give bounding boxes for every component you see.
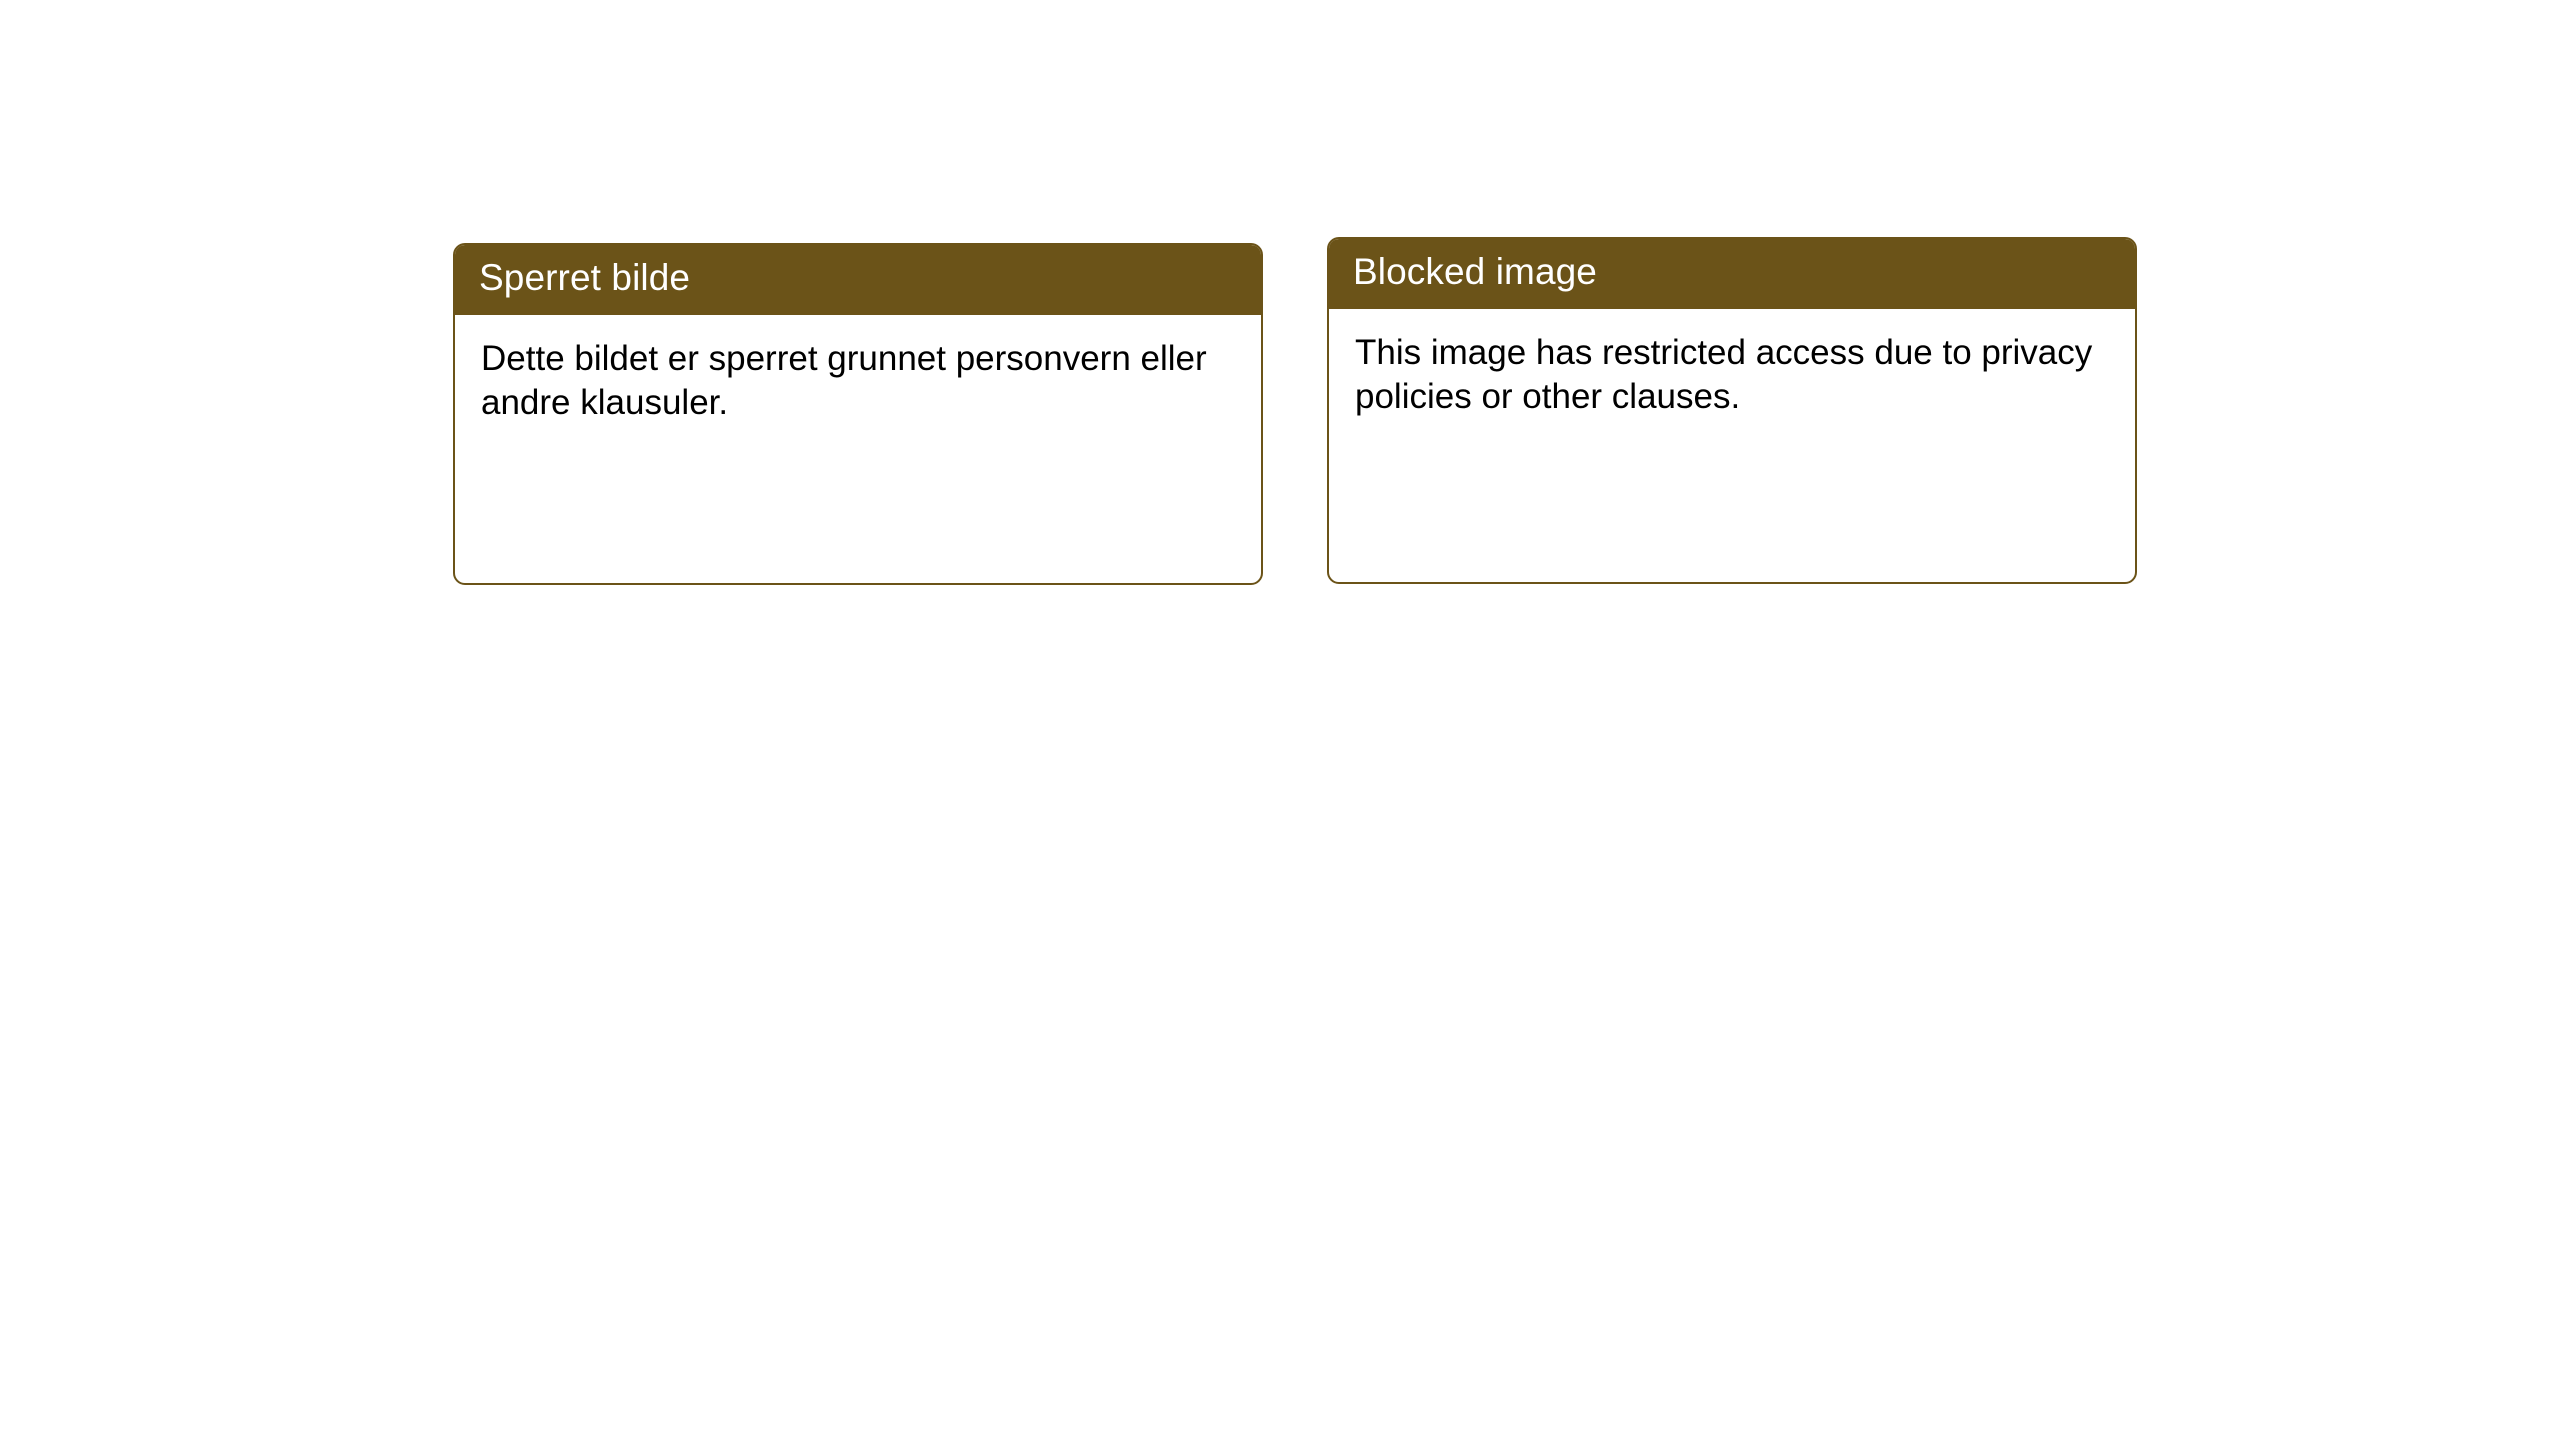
blocked-image-notice-en [1327,237,2137,584]
notice-body-en [1329,309,2135,421]
notice-body-text-en: This image has restricted access due to privacy policies or other clauses. [1355,332,2093,417]
notice-title-en: Blocked image [1329,239,2135,309]
notice-body-text-no: Dette bildet er sperret grunnet personvern eller andre klausuler. [481,338,1207,423]
notice-title-no: Sperret bilde [455,245,1261,315]
notice-body-no [455,315,1261,427]
blocked-image-notice-no [453,243,1263,585]
